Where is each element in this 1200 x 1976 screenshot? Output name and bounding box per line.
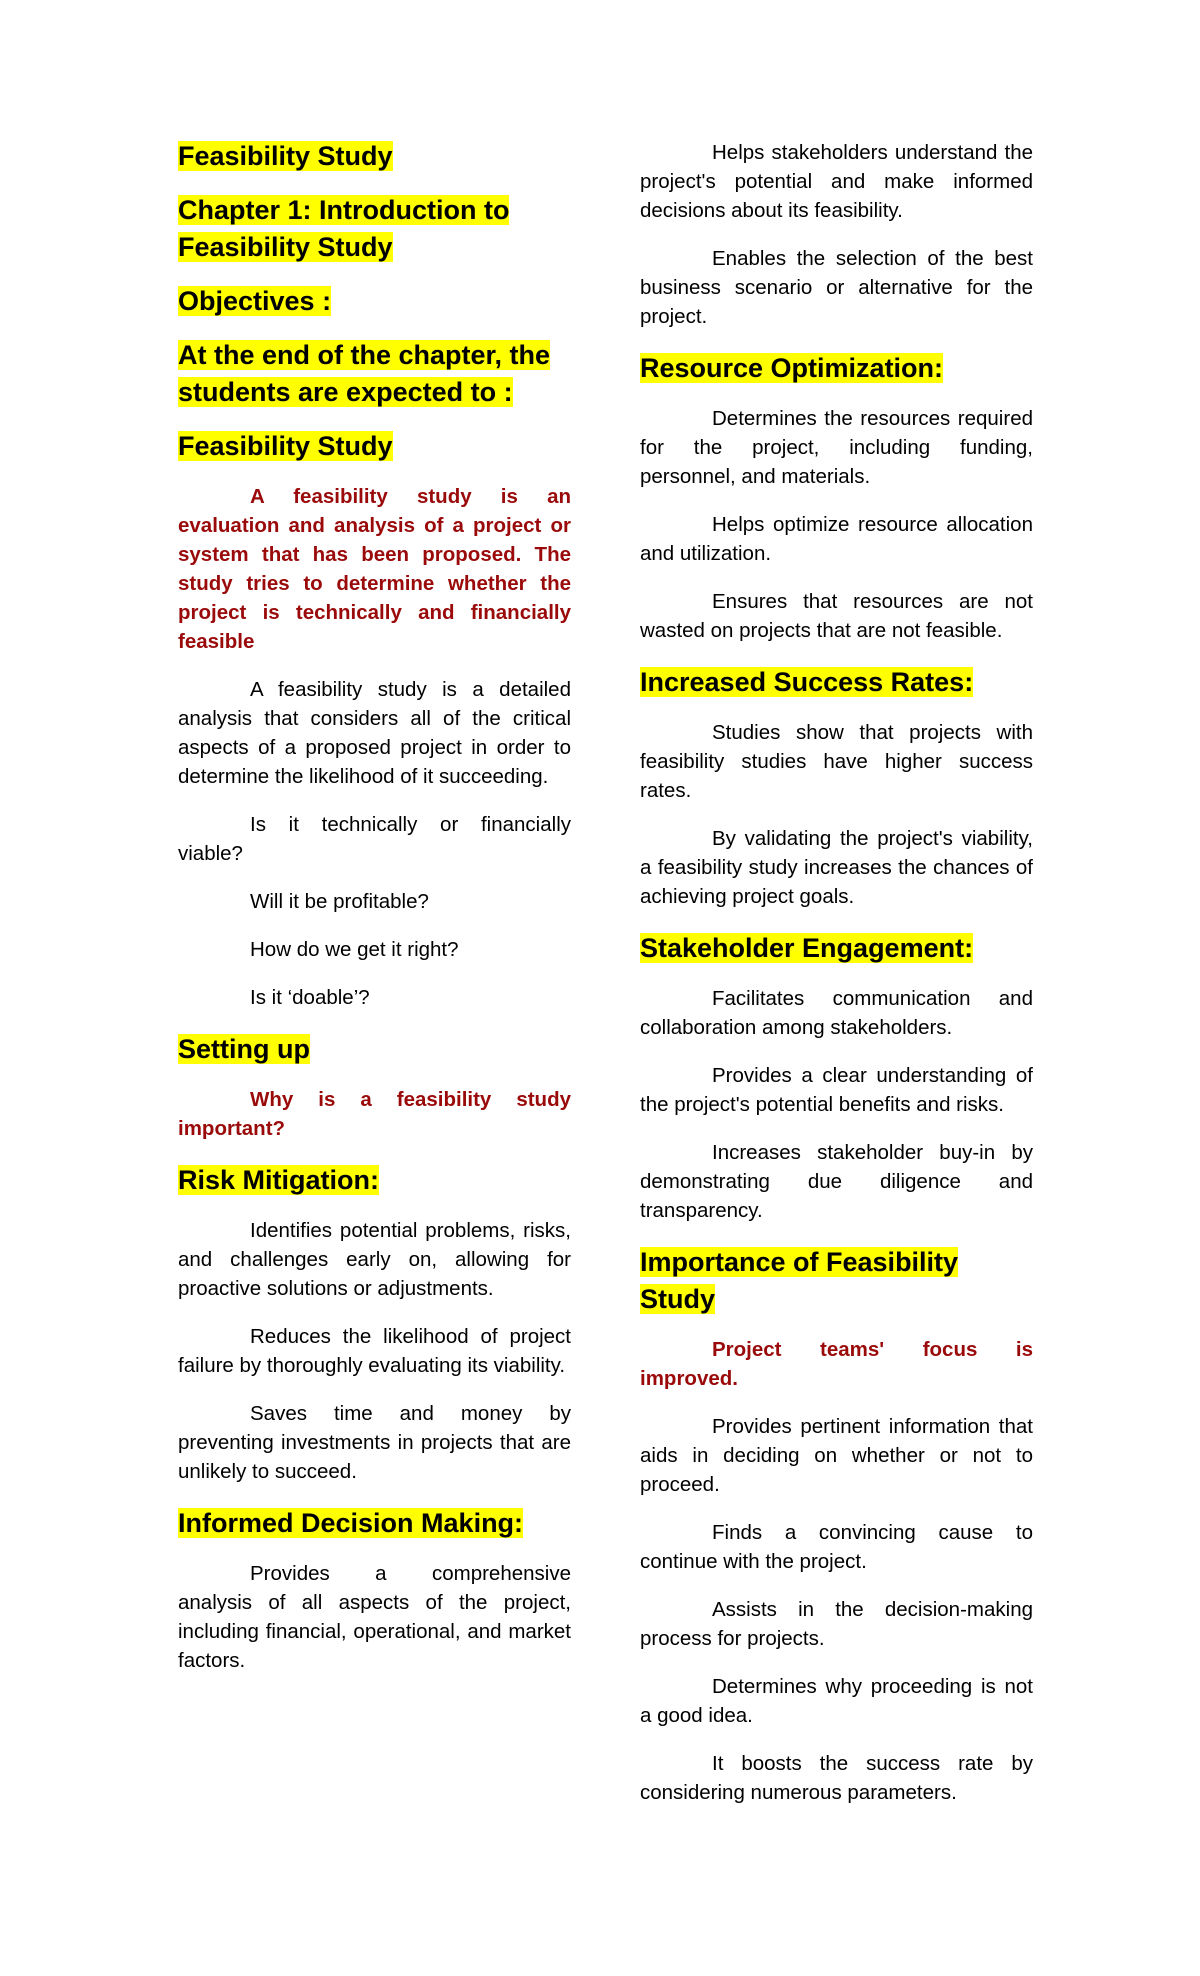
body-paragraph: Identifies potential problems, risks, and challenges early on, allowing for proactive solutions or adjustments.	[178, 1219, 571, 1300]
heading-highlight-text: At the end of the chapter, the students are expected to :	[178, 340, 551, 407]
body-paragraph: Provides a comprehensive analysis of all aspects of the project, including financial, operational, and market factors.	[178, 1562, 571, 1672]
heading-highlight-text: Feasibility Study	[178, 141, 393, 171]
body-paragraph: A feasibility study is a detailed analysis that considers all of the critical aspects of a proposed project in order to determine the likelihood of it succeeding.	[178, 678, 571, 788]
section-heading-setting-up	[178, 1031, 571, 1068]
body-paragraph: Saves time and money by preventing investments in projects that are unlikely to succeed.	[178, 1402, 571, 1483]
body-paragraph: Determines the resources required for the project, including funding, personnel, and materials.	[640, 407, 1033, 488]
body-paragraph: Increases stakeholder buy-in by demonstrating due diligence and transparency.	[640, 1141, 1033, 1222]
section-heading-resource-optimization	[640, 350, 1033, 387]
section-heading-feasibility-study	[178, 428, 571, 465]
heading-highlight-text: Setting up	[178, 1034, 310, 1064]
heading-highlight-text: Objectives :	[178, 286, 332, 316]
body-paragraph: Ensures that resources are not wasted on projects that are not feasible.	[640, 590, 1033, 642]
body-paragraph: Studies show that projects with feasibility studies have higher success rates.	[640, 721, 1033, 802]
body-paragraph: Helps optimize resource allocation and utilization.	[640, 513, 1033, 565]
body-paragraph: Finds a convincing cause to continue with the project.	[640, 1521, 1033, 1573]
section-heading-informed-decision-making	[178, 1505, 571, 1542]
body-paragraph: Will it be profitable?	[250, 890, 429, 913]
heading-highlight-text: Increased Success Rates:	[640, 667, 974, 697]
section-heading-feasibility-study	[178, 138, 571, 175]
body-paragraph: Helps stakeholders understand the project's potential and make informed decisions about its feasibility.	[640, 141, 1033, 222]
emphasis-paragraph: A feasibility study is an evaluation and analysis of a project or system that has been proposed. The study tries to determine whether the project is technically and financially feasible	[178, 485, 571, 653]
body-paragraph: Assists in the decision-making process for projects.	[640, 1598, 1033, 1650]
heading-highlight-text: Risk Mitigation:	[178, 1165, 379, 1195]
section-heading-importance-of-feasibility-study	[640, 1244, 1033, 1318]
section-heading-stakeholder-engagement	[640, 930, 1033, 967]
body-paragraph: Provides a clear understanding of the project's potential benefits and risks.	[640, 1064, 1033, 1116]
heading-highlight-text: Chapter 1: Introduction to Feasibility Study	[178, 195, 510, 262]
section-heading-at-the-end-of-the-chapter-the-students-a	[178, 337, 571, 411]
section-heading-objectives	[178, 283, 571, 320]
body-paragraph: By validating the project's viability, a feasibility study increases the chances of achieving project goals.	[640, 827, 1033, 908]
body-paragraph: Reduces the likelihood of project failure by thoroughly evaluating its viability.	[178, 1325, 571, 1377]
right-column	[640, 138, 1033, 1826]
section-heading-increased-success-rates	[640, 664, 1033, 701]
section-heading-chapter-1-introduction-to-feasibility-st	[178, 192, 571, 266]
emphasis-paragraph: Project teams' focus is improved.	[640, 1338, 1033, 1390]
heading-highlight-text: Stakeholder Engagement:	[640, 933, 974, 963]
body-paragraph: Is it technically or financially viable?	[178, 813, 571, 865]
body-paragraph: Is it ‘doable’?	[250, 986, 370, 1009]
heading-highlight-text: Resource Optimization:	[640, 353, 944, 383]
body-paragraph: Enables the selection of the best business scenario or alternative for the project.	[640, 247, 1033, 328]
section-heading-risk-mitigation	[178, 1162, 571, 1199]
emphasis-paragraph: Why is a feasibility study important?	[178, 1088, 571, 1140]
body-paragraph: It boosts the success rate by considering numerous parameters.	[640, 1752, 1033, 1804]
heading-highlight-text: Importance of Feasibility Study	[640, 1247, 959, 1314]
body-paragraph: Determines why proceeding is not a good idea.	[640, 1675, 1033, 1727]
body-paragraph: Provides pertinent information that aids in deciding on whether or not to proceed.	[640, 1415, 1033, 1496]
body-paragraph: Facilitates communication and collaboration among stakeholders.	[640, 987, 1033, 1039]
heading-highlight-text: Informed Decision Making:	[178, 1508, 524, 1538]
heading-highlight-text: Feasibility Study	[178, 431, 393, 461]
left-column	[178, 138, 571, 1694]
body-paragraph: How do we get it right?	[250, 938, 459, 961]
